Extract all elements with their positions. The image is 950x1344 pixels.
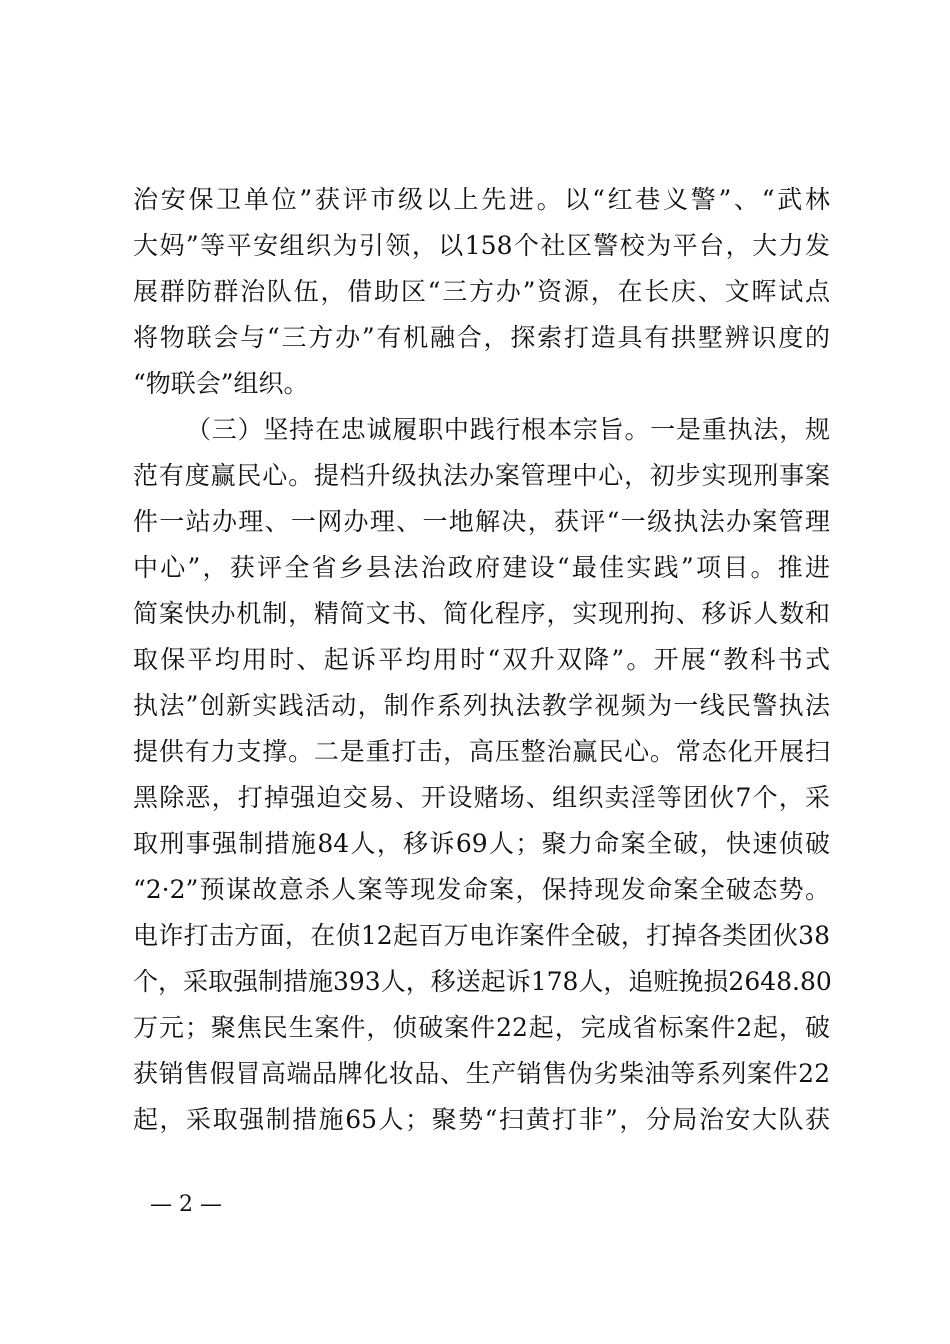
text-line: 中心”，获评全省乡县法治政府建设“最佳实践”项目。推进 bbox=[133, 553, 830, 582]
text-line: 获销售假冒高端品牌化妆品、生产销售伪劣柴油等系列案件22 bbox=[133, 1059, 830, 1088]
text-line: 治安保卫单位”获评市级以上先进。以“红巷义警”、“武林 bbox=[133, 185, 830, 214]
text-line: 个，采取强制措施393人，移送起诉178人，追赃挽损2648.80 bbox=[133, 967, 832, 996]
text-line: “2·2”预谋故意杀人案等现发命案，保持现发命案全破态势。 bbox=[133, 875, 830, 904]
text-line: 起，采取强制措施65人；聚势“扫黄打非”，分局治安大队获 bbox=[133, 1105, 830, 1134]
text-line: 取保平均用时、起诉平均用时“双升双降”。开展“教科书式 bbox=[133, 645, 830, 674]
text-line: 简案快办机制，精简文书、简化程序，实现刑拘、移诉人数和 bbox=[133, 599, 830, 628]
text-line: 黑除恶，打掉强迫交易、开设赌场、组织卖淫等团伙7个，采 bbox=[133, 783, 830, 812]
text-line: 展群防群治队伍，借助区“三方办”资源，在长庆、文晖试点 bbox=[133, 277, 830, 306]
text-line: 执法”创新实践活动，制作系列执法教学视频为一线民警执法 bbox=[133, 691, 830, 720]
text-line: 电诈打击方面，在侦12起百万电诈案件全破，打掉各类团伙38 bbox=[133, 921, 830, 950]
text-line: “物联会”组织。 bbox=[133, 369, 309, 398]
text-line: 万元；聚焦民生案件，侦破案件22起，完成省标案件2起，破 bbox=[133, 1013, 830, 1042]
text-line: 件一站办理、一网办理、一地解决，获评“一级执法办案管理 bbox=[133, 507, 830, 536]
text-line: 将物联会与“三方办”有机融合，探索打造具有拱墅辨识度的 bbox=[133, 323, 830, 352]
text-line: 提供有力支撑。二是重打击，高压整治赢民心。常态化开展扫 bbox=[133, 737, 830, 766]
text-line: 取刑事强制措施84人，移诉69人；聚力命案全破，快速侦破 bbox=[133, 829, 830, 858]
text-line: 范有度赢民心。提档升级执法办案管理中心，初步实现刑事案 bbox=[133, 461, 830, 490]
section-heading-line: （三）坚持在忠诚履职中践行根本宗旨。一是重执法，规 bbox=[186, 415, 830, 444]
text-line: 大妈”等平安组织为引领，以158个社区警校为平台，大力发 bbox=[133, 231, 830, 260]
page-number: — 2 — bbox=[150, 1192, 222, 1217]
